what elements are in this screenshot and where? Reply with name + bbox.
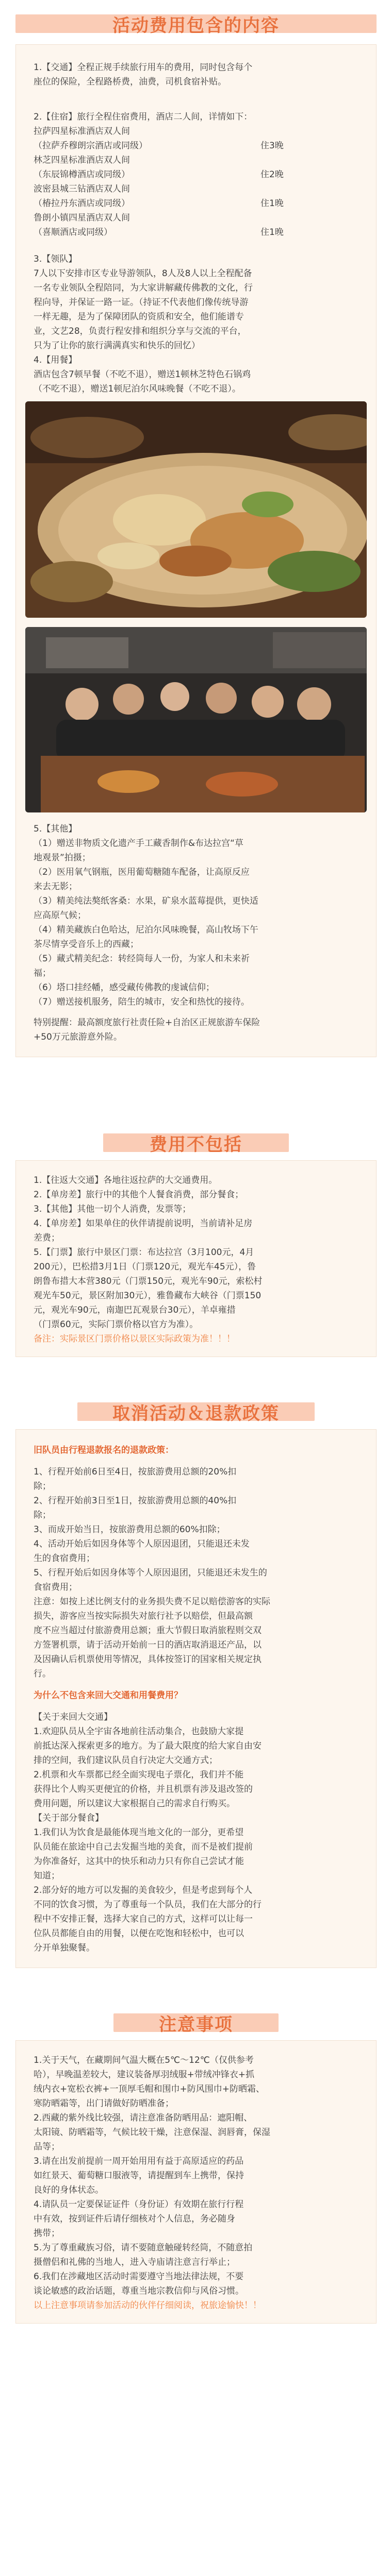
section-header-refund [0, 1388, 392, 1429]
section-header-excludes [0, 1119, 392, 1160]
section-title: 活动费用包含的内容 [112, 15, 280, 36]
excludes-remark: 备注：实际景区门票价格以景区实际政策为准！！！ [34, 1334, 235, 1344]
notes-closing: 以上注意事项请参加活动的伙伴仔细阅读，祝旅途愉快！！ [34, 2300, 262, 2311]
meal-text: 4.【用餐】 酒店包含7顿早餐（不吃不退），赠送1顿林芝特色石锅鸡 （不吃不退），赠送1顿尼泊尔风味晚餐（不吃不退）。 [34, 355, 251, 394]
section-title: 注意事项 [159, 2014, 233, 2035]
refund-explain: 【关于来回大交通】 1.欢迎队员从全宇宙各地前往活动集合，也鼓励大家提 前抵达深入探索更多的地方。为了最大限度的给大家自由安 排的空间，我们建议队员自行决定大交通方式； 2.机票和火车票都已经全面实现电子票化，我们并不能 获得比个人购买更便宜的价格，并且机票有涉及退改签的 费用问题，所以建议大家根据自己的需求自行购买。 【关于部分餐食】 1.我们认为饮食是最能体现当地文化的一部分，更希望 队员能在旅途中自己去发掘当地的美食，而不是被们提前 为你准备好，这其中的快乐和动力只有你自己尝试才能 知道； 2.部分好的地方可以发掘的美食较少，但是考虑到每个人 不同的饮食习惯，为了尊重每一个队员，我们在大部分的行 程中不安排正餐，选择大家自己的方式，这样可以让每一 位队员都能自由的用餐，以便在吃饱和轻松中，也可以 分开单独聚餐。 [34, 1712, 262, 1953]
section-title: 费用不包括 [150, 1134, 242, 1155]
other-text: 5.【其他】 （1）赠送非物质文化遗产手工藏香制作&布达拉宫“草 地观景”拍摄； （2）医用氧气钢瓶，医用葡萄糖随车配备，让高原反应 来去无影； （3）精美纯法獒纸客桑：水果，矿泉水蓝莓提供，更快适 应高原气候； （4）精美藏族白色哈达，尼泊尔风味晚餐，高山牧场下午 茶尽情享受音乐上的西藏； （5）藏式精美纪念：转经筒每人一份，为家人和未来祈 福； （6）塔口挂经幡，感受藏传佛教的虔诚信仰； （7）赠送接机服务，陪生的城市，安全和热忱的接待。 [34, 824, 258, 1007]
group-dinner-photo [25, 627, 367, 812]
transport-text: 1.【交通】全程正规手续旅行用车的费用，同时包含每个 座位的保险，全程路桥费，油费，司机食宿补贴。 [34, 62, 253, 87]
notes-card [15, 2040, 377, 2324]
section-header-notes [0, 1999, 392, 2040]
lodging-text: 2.【住宿】旅行全程住宿费用，酒店二人间，详情如下： 拉萨四星标准酒店双人间 （拉萨乔穆朗宗酒店或同级） 住3晚 林芝四星标准酒店双人间 （东辰锦樽酒店或同级） 住2晚 波密县城三钻酒店双人间 （椿拉丹东酒店或同级） 住1晚 鲁朗小镇四星酒店双人间 （喜顺酒店或同级） 住1晚 [34, 112, 284, 238]
special-note: 特别提醒：最高额度旅行社责任险+自治区正规旅游车保险 +50万元旅游意外险。 [34, 1018, 260, 1042]
section-title: 取消活动＆退款政策 [112, 1403, 280, 1424]
group-image [25, 627, 367, 812]
includes-card [15, 44, 377, 1057]
guide-text: 3.【领队】 7人以下安排市区专业导游领队，8人及8人以上全程配备 一名专业领队全程陪同，为大家讲解藏传佛教的文化，行 程向导，并保证一路一证。（持证不代表他们像传统导游 一样无趣，是为了保障团队的资质和安全，他们能谱专 业，文艺28，负责行程安排和组织分享与交流的平台， 只为了让你的旅行满满真实和快乐的回忆） [34, 254, 253, 351]
excludes-card [15, 1160, 377, 1357]
hotpot-photo [25, 401, 367, 618]
notes-items: 1.关于天气，在藏期间气温大概在5℃～12℃（仅供参考 哈），早晚温差较大，建议装备厚羽绒服+带绒冲锋衣+抓 绒内衣+宽松衣裤+一顶厚毛帽和围巾+防风围巾+防晒霜、 寒防晒霜等，出门请做好防晒准备； 2.西藏的紫外线比较强，请注意准备防晒用品：遮阳帽、 太阳镜、防晒霜等，气候比较干燥，注意保湿、润唇膏，保湿 品等； 3.请在出发前提前一周开始用用有益于高原适应的药品 如红景天、葡萄糖口服液等，请提醒到车上携带，保持 良好的身体状态。 4.请队员一定要保证证件（身份证）有效期在旅行行程 中有效，按到证件后请仔细核对个人信息，务必随身 携带； 5.为了尊重藏族习俗，请不要随意触碰转经筒，不随意拍 摄僧侣和礼佛的当地人，进入寺庙请注意言行举止； 6.我们在涉藏地区活动时需要遵守当地法律法规，不要 谈论敏感的政治话题，尊重当地宗教信仰与风俗习惯。 以上注意事项请参加活动的伙伴仔细阅读，祝旅途愉快！！ [16, 2053, 376, 2313]
refund-card [15, 1429, 377, 1968]
hotpot-image [25, 401, 367, 618]
section-header-includes [0, 0, 392, 44]
excludes-text: 1.【往返大交通】各地往返拉萨的大交通费用。 2.【单房差】旅行中的其他个人餐食消费，部分餐食； 3.【其他】其他一切个人消费，发票等； 4.【单房差】如果单住的伙伴请提前说明，当前请补足房 差费； 5.【门票】旅行中景区门票：布达拉宫（3月100元，4月 200元），巴松措3月1日（门票120元，观光车45元），鲁 朗鲁布措大本营380元（门票150元，观光车90元，索松村 观光车50元，景区附加30元），雅鲁藏布大峡谷（门票150 元，观光车90元，南迦巴瓦观景台30元），羊卓雍措 （门票60元，实际门票价格以官方为准）。 备注：实际景区门票价格以景区实际政策为准！！！ [16, 1173, 376, 1346]
refund-items: 1、行程开始前6日至4日，按旅游费用总额的20%扣 除； 2、行程开始前3日至1日，按旅游费用总额的40%扣 除； 3、而成开始当日，按旅游费用总额的60%扣除； 4、活动开始后如因身体等个人原因退团，只能退还未发 生的食宿费用； 5、行程开始后如因身体等个人原因退团，只能退还未发生的 食宿费用； 注意：如按上述比例支付的业务损失费不足以赔偿游客的实际 损失，游客应当按实际损失对旅行社予以赔偿，但最高额 度不应当超过付旅游费用总额；重大节假日取消旅程则交双 方签署机票，请于活动开始前一日的酒店取消退还产品，以 及因确认后机票使用等情况，具体按签订的国家相关规定执 行。 [34, 1467, 270, 1679]
refund-heading: 旧队员由行程退款报名的退款政策： [34, 1445, 174, 1455]
refund-question: 为什么不包含来回大交通和用餐费用？ [34, 1690, 183, 1701]
